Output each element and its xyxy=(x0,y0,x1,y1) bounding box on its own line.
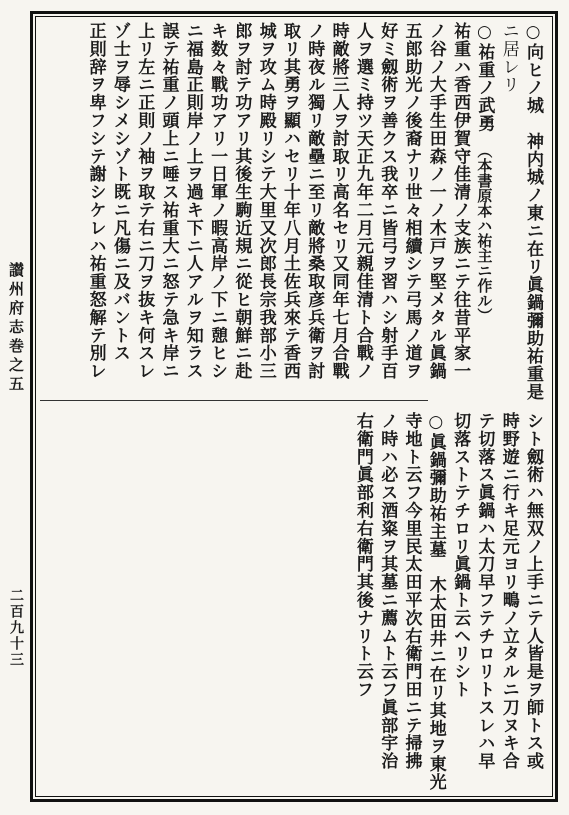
lower-column: 切落ストテチロリ眞鍋ト云ヘリシト xyxy=(450,412,471,699)
upper-column: 誤テ祐重ノ頭上ニ唾ス祐重大ニ怒テ急キ岸ニ xyxy=(158,22,179,380)
upper-column: 取リ其勇ヲ顯ハセリ十年八月土佐兵來テ香西 xyxy=(280,22,300,380)
upper-column: ニ居レリ xyxy=(498,22,519,94)
upper-column: 時敵將三人ヲ討取リ高名セリ又同年七月合戰 xyxy=(328,22,349,380)
upper-column: 城ヲ攻ム時殿リシテ大里又次郎長宗我部小三 xyxy=(255,22,276,380)
upper-column: ニ福島正則岸ノ上ヲ過キ下ニ人アルヲ知ラス xyxy=(182,22,203,380)
upper-column: 五郎助光ノ後裔ナリ世々相續シテ弓馬ノ道ヲ xyxy=(401,22,422,380)
upper-column: ○向ヒノ城 神内城ノ東ニ在リ眞鍋彌助祐重是 xyxy=(523,22,543,401)
upper-column: ノ谷ノ大手生田森ノ一ノ木戸ヲ堅メタル眞鍋 xyxy=(425,22,446,380)
upper-column: ゾ士ヲ辱シメシゾト既ニ凡傷ニ及バントス xyxy=(109,22,130,363)
section-divider xyxy=(40,400,428,401)
lower-column: 時野遊ニ行キ足元ヨリ鴫ノ立タルニ刀ヌキ合 xyxy=(498,412,519,770)
upper-column: ノ時夜ル獨リ敵壘ニ至リ敵將桑取彦兵衛ヲ討 xyxy=(304,22,325,380)
lower-column: 寺地ト云フ今里民太田平次右衛門田ニテ掃拂 xyxy=(401,412,422,770)
upper-column: 好ミ劔術ヲ善クス我卒ニ皆弓ヲ習ハシ射手百 xyxy=(377,22,398,380)
upper-column: 人ヲ選ミ持ツ天正九年二月元親佳清ト合戰ノ xyxy=(352,22,373,380)
upper-column: 正則辞ヲ卑フシテ謝シケレハ祐重怒解テ別レ xyxy=(85,22,106,380)
lower-column: ○眞鍋彌助祐主墓 木太田井ニ在リ其地ヲ東光 xyxy=(425,412,446,791)
lower-column: 右衛門眞部利右衛門其後ナリト云フ xyxy=(352,412,373,699)
book-title-margin: 讃州府志巻之五 xyxy=(7,262,25,395)
upper-column: 郎ヲ討テ功アリ其後生駒近規ニ從ヒ朝鮮ニ赴 xyxy=(231,22,252,380)
lower-column: テ切落ス眞鍋ハ太刀早フテチロリトスレハ早 xyxy=(474,412,495,770)
page-number: 二百九十三 xyxy=(8,588,24,668)
upper-column: ○祐重ノ武勇 （本書原本ハ祐主ニ作ル） xyxy=(474,22,495,323)
upper-column: 祐重ハ香西伊賀守佳清ノ支族ニテ往昔平家一 xyxy=(450,22,471,380)
lower-column: シト劔術ハ無双ノ上手ニテ人皆是ヲ師トス或 xyxy=(523,412,543,770)
lower-column: ノ時ハ必ス酒粢ヲ其墓ニ薦ムト云フ眞部宇治 xyxy=(377,412,398,770)
upper-column: キ数々戰功アリ一日軍ノ暇高岸ノ下ニ憩ヒシ xyxy=(207,22,228,380)
upper-column: 上リ左ニ正則ノ袖ヲ取テ右ニ刀ヲ抜キ何スレ xyxy=(134,22,155,380)
